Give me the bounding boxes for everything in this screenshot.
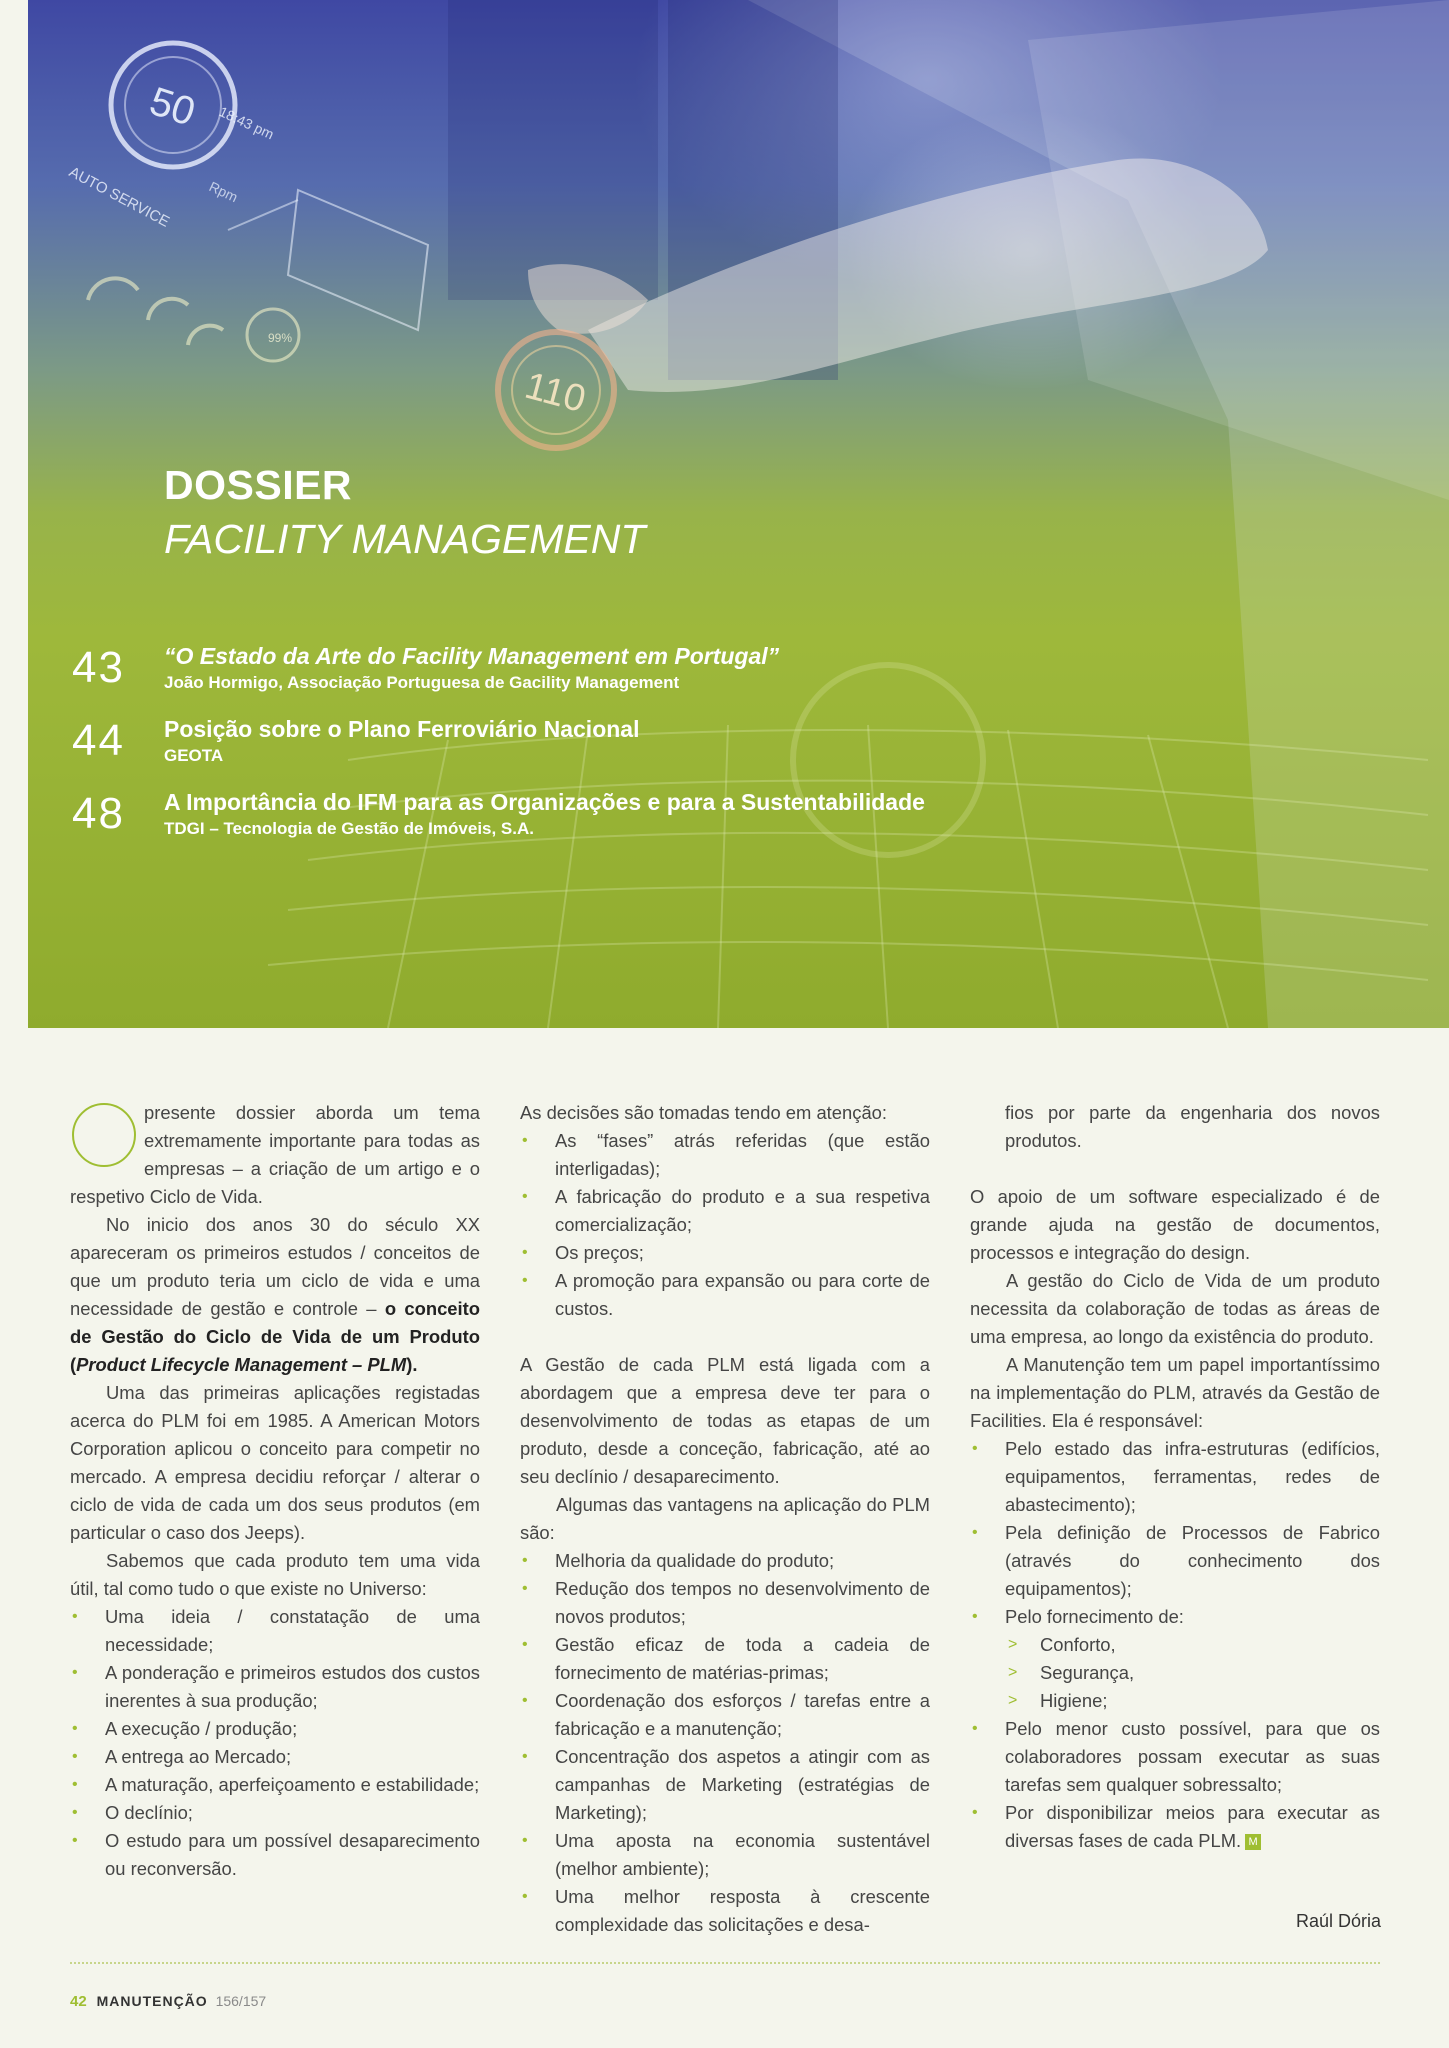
toc-page-number: 43	[72, 643, 125, 692]
paragraph: As decisões são tomadas tendo em atenção:	[520, 1102, 888, 1123]
paragraph: Uma das primeiras aplicações registadas acerca do PLM foi em 1985. A American Motors Corporation aplicou o conceito para competir no mercado. A empresa decidiu reforçar / alterar o ciclo de vida de cada um dos seus produtos (em particular o caso dos Jeeps).	[70, 1382, 480, 1543]
toc-title: “O Estado da Arte do Facility Management em Portugal”	[164, 643, 780, 669]
end-mark-icon: M	[1245, 1834, 1261, 1850]
list-item: • Gestão eficaz de toda a cadeia de fornecimento de matérias-primas;	[520, 1631, 930, 1687]
bullet-icon: •	[72, 1720, 78, 1737]
list-item: • A entrega ao Mercado;	[70, 1743, 480, 1771]
paragraph: presente dossier aborda um tema extremamente importante para todas as empresas – a criação de um artigo e o respetivo Ciclo de Vida.	[70, 1102, 480, 1207]
bullet-icon: •	[522, 1888, 528, 1905]
magazine-name: MANUTENÇÃO	[96, 1993, 208, 2009]
bullet-icon: •	[72, 1748, 78, 1765]
footer-divider	[70, 1962, 1380, 1964]
article-column-1	[70, 1099, 480, 1883]
list-item: • A execução / produção;	[70, 1715, 480, 1743]
hero-illustration	[28, 0, 1449, 1028]
hero-banner	[28, 0, 1449, 1028]
bullet-list	[520, 1127, 930, 1323]
list-item: • Coordenação dos esforços / tarefas entre a fabricação e a manutenção;	[520, 1687, 930, 1743]
toc-subtitle: TDGI – Tecnologia de Gestão de Imóveis, S.A.	[164, 819, 534, 838]
bullet-list	[520, 1547, 930, 1939]
list-item: • Pela definição de Processos de Fabrico (através do conhecimento dos equipamentos);	[970, 1519, 1380, 1603]
bullet-icon: •	[72, 1832, 78, 1849]
sub-list-item: > Conforto,	[970, 1631, 1380, 1659]
list-item: • Uma ideia / constatação de uma necessidade;	[70, 1603, 480, 1659]
paragraph: Algumas das vantagens na aplicação do PLM são:	[520, 1494, 930, 1543]
bullet-icon: •	[522, 1748, 528, 1765]
list-item: • A ponderação e primeiros estudos dos custos inerentes à sua produção;	[70, 1659, 480, 1715]
bullet-icon: •	[522, 1188, 528, 1205]
bullet-icon: •	[972, 1524, 978, 1541]
hud-dial-text: 110	[520, 364, 590, 422]
dossier-title: FACILITY MANAGEMENT	[164, 516, 646, 562]
chevron-right-icon: >	[1008, 1636, 1018, 1653]
toc-page-number: 44	[72, 716, 125, 765]
sub-list-item: > Higiene;	[970, 1687, 1380, 1715]
list-item: • Por disponibilizar meios para executar as diversas fases de cada PLM. M	[970, 1799, 1380, 1855]
bullet-icon: •	[522, 1580, 528, 1597]
article-column-2	[520, 1099, 930, 1939]
paragraph: Sabemos que cada produto tem uma vida útil, tal como tudo o que existe no Universo:	[70, 1550, 480, 1599]
hud-speed-text: 50	[144, 79, 201, 135]
list-item: • Uma aposta na economia sustentável (melhor ambiente);	[520, 1827, 930, 1883]
list-item: • Pelo menor custo possível, para que os colaboradores possam executar as suas tarefas sem qualquer sobressalto;	[970, 1715, 1380, 1799]
toc-item-43[interactable]	[72, 643, 1172, 705]
list-item: • As “fases” atrás referidas (que estão interligadas);	[520, 1127, 930, 1183]
list-item: • Os preços;	[520, 1239, 930, 1267]
bullet-list	[70, 1603, 480, 1883]
bullet-icon: •	[72, 1664, 78, 1681]
page-footer	[70, 1993, 266, 2010]
list-item: • Pelo fornecimento de:	[970, 1603, 1380, 1631]
list-item: • Pelo estado das infra-estruturas (edifícios, equipamentos, ferramentas, redes de abastecimento);	[970, 1435, 1380, 1519]
hud-rpm-text: Rpm	[206, 178, 241, 206]
bullet-icon: •	[522, 1692, 528, 1709]
chevron-right-icon: >	[1008, 1692, 1018, 1709]
paragraph: No inicio dos anos 30 do século XX apareceram os primeiros estudos / conceitos de que um produto teria um ciclo de vida e uma necessidade de gestão e controle – o conceito de Gestão do Ciclo de Vida de um Produto (Product Lifecycle Management – PLM).	[70, 1214, 480, 1375]
list-item: • Melhoria da qualidade do produto;	[520, 1547, 930, 1575]
toc-title: A Importância do IFM para as Organizações e para a Sustentabilidade	[164, 789, 925, 815]
chevron-right-icon: >	[1008, 1664, 1018, 1681]
list-item: • A maturação, aperfeiçoamento e estabilidade;	[70, 1771, 480, 1799]
issue-number: 156/157	[215, 1993, 267, 2009]
list-item: • O estudo para um possível desaparecimento ou reconversão.	[70, 1827, 480, 1883]
bullet-icon: •	[522, 1132, 528, 1149]
bullet-list	[970, 1435, 1380, 1855]
hud-service-text: AUTO SERVICE	[66, 163, 173, 231]
paragraph: A Gestão de cada PLM está ligada com a abordagem que a empresa deve ter para o desenvolvimento de todas as etapas de um produto, desde a conceção, fabricação, até ao seu declínio / desaparecimento.	[520, 1354, 930, 1487]
toc-subtitle: João Hormigo, Associação Portuguesa de Gacility Management	[164, 673, 680, 692]
list-item: • Concentração dos aspetos a atingir com as campanhas de Marketing (estratégias de Marketing);	[520, 1743, 930, 1827]
bullet-icon: •	[522, 1552, 528, 1569]
toc-subtitle: GEOTA	[164, 746, 224, 765]
hud-time-text: 18:43 pm	[216, 103, 277, 143]
list-item: • A promoção para expansão ou para corte de custos.	[520, 1267, 930, 1323]
list-item: • Uma melhor resposta à crescente complexidade das solicitações e desa-	[520, 1883, 930, 1939]
bullet-icon: •	[972, 1804, 978, 1821]
bullet-icon: •	[72, 1804, 78, 1821]
article-author: Raúl Dória	[1295, 1911, 1381, 1931]
bullet-icon: •	[522, 1636, 528, 1653]
bullet-icon: •	[522, 1832, 528, 1849]
article-column-3	[970, 1099, 1380, 1855]
list-item: • Redução dos tempos no desenvolvimento de novos produtos;	[520, 1575, 930, 1631]
bullet-icon: •	[972, 1608, 978, 1625]
list-item: • A fabricação do produto e a sua respetiva comercialização;	[520, 1183, 930, 1239]
toc-item-48[interactable]	[72, 789, 1172, 851]
toc-title: Posição sobre o Plano Ferroviário Nacional	[164, 716, 640, 742]
toc-item-44[interactable]	[72, 716, 1172, 778]
toc-page-number: 48	[72, 789, 125, 838]
paragraph-continued: fios por parte da engenharia dos novos produtos.	[1005, 1102, 1380, 1151]
paragraph: A Manutenção tem um papel importantíssimo na implementação do PLM, através da Gestão de Facilities. Ela é responsável:	[970, 1354, 1380, 1431]
dossier-kicker: DOSSIER	[164, 462, 353, 508]
bullet-icon: •	[972, 1440, 978, 1457]
page-number: 42	[70, 1993, 87, 2010]
paragraph: O apoio de um software especializado é de grande ajuda na gestão de documentos, processos e integração do design.	[970, 1186, 1380, 1263]
bullet-icon: •	[972, 1720, 978, 1737]
bullet-icon: •	[522, 1272, 528, 1289]
bullet-icon: •	[72, 1776, 78, 1793]
paragraph: A gestão do Ciclo de Vida de um produto necessita da colaboração de todas as áreas de uma empresa, ao longo da existência do produto.	[970, 1270, 1380, 1347]
hud-percent-text: 99%	[268, 331, 293, 345]
sub-list-item: > Segurança,	[970, 1659, 1380, 1687]
drop-cap	[70, 1101, 140, 1171]
bullet-icon: •	[72, 1608, 78, 1625]
bullet-icon: •	[522, 1244, 528, 1261]
list-item: • O declínio;	[70, 1799, 480, 1827]
